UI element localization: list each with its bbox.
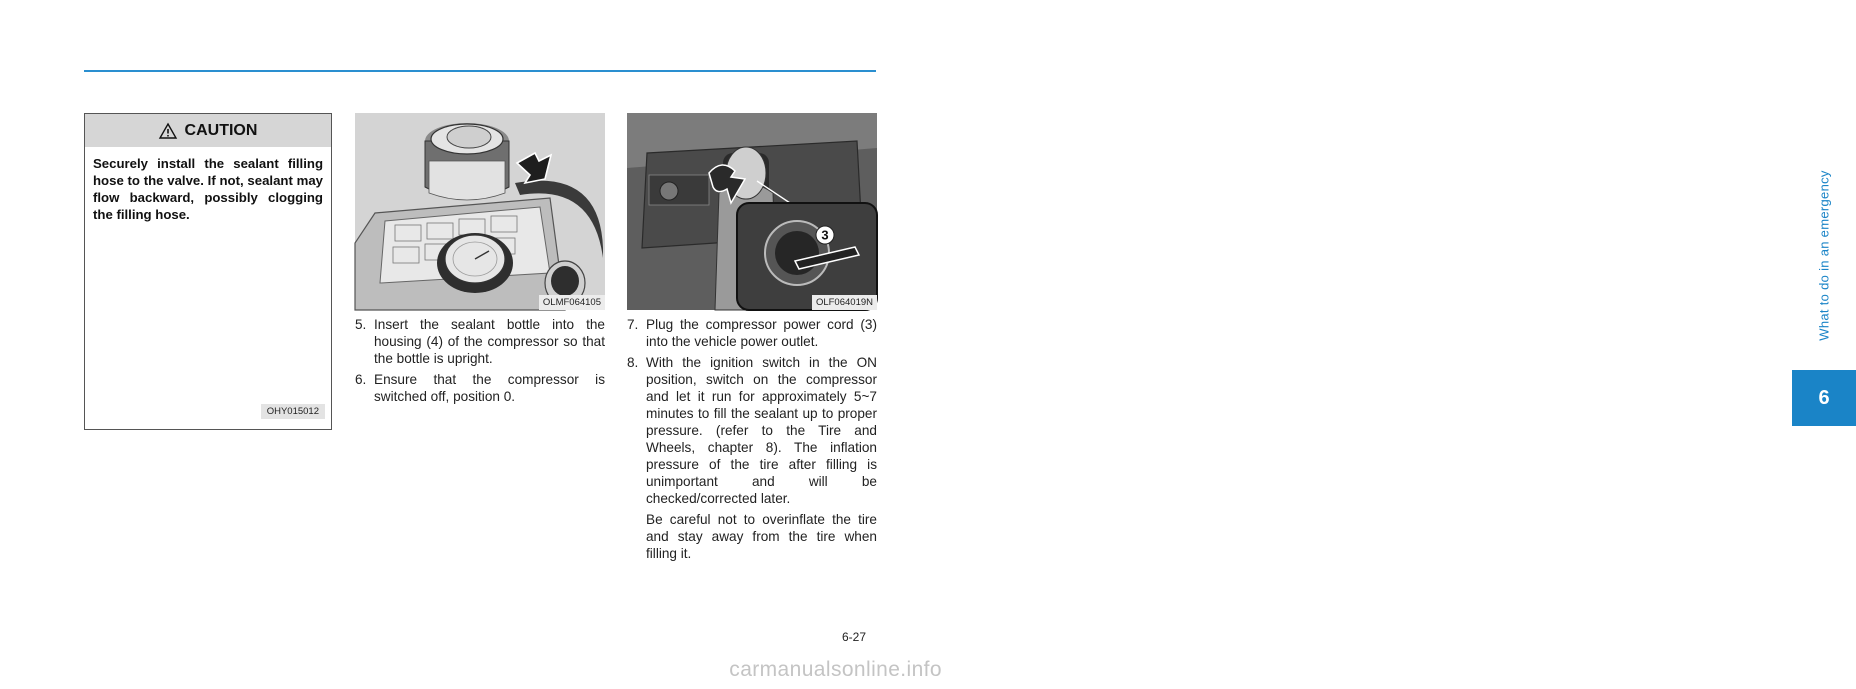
callout-3: 3 [821,227,829,243]
steps-right [627,316,877,562]
caution-header [85,114,331,147]
chapter-side-tab [896,0,1832,689]
step-5: 5. Insert the sealant bottle into the housing (4) of the compressor so that the bottle is upright. [355,317,605,366]
caution-box [84,113,332,430]
figure-code: OLMF064105 [539,295,605,310]
step-7: 7. Plug the compressor power cord (3) into the vehicle power outlet. [627,317,877,349]
watermark: carmanualsonline.info [729,658,942,681]
warning-triangle-icon [159,123,177,139]
figure-power-outlet [627,113,877,310]
step-6: 6. Ensure that the compressor is switched off, position 0. [355,372,605,404]
figure-compressor-sealant [355,113,605,310]
page-number: 6-27 [842,630,867,644]
caution-image-code: OHY015012 [261,404,325,419]
power-outlet-illustration [627,113,877,310]
figure-code: OLF064019N [812,295,877,310]
section-title: What to do in an emergency [1816,169,1832,341]
caution-heading: CAUTION [184,121,258,139]
compressor-illustration [355,113,605,310]
chapter-number-badge: 6 [1792,370,1856,426]
step-8-note: Be careful not to overinflate the tire and stay away from the tire when filling it. [646,512,877,561]
steps-left [355,316,605,409]
header-rule [84,70,876,72]
step-8: 8. With the ignition switch in the ON position, switch on the compressor and let it run for approximately 5~7 minutes to fill the sealant up to proper pressure. (refer to the Tire and Wheels, chapter 8). The inflation pressure of the tire after filling is unimportant and will be checked/corrected later. [627,355,877,506]
caution-text: Securely install the sealant filling hose to the valve. If not, sealant may flow backward, possibly clogging the filling hose. [93,156,323,222]
